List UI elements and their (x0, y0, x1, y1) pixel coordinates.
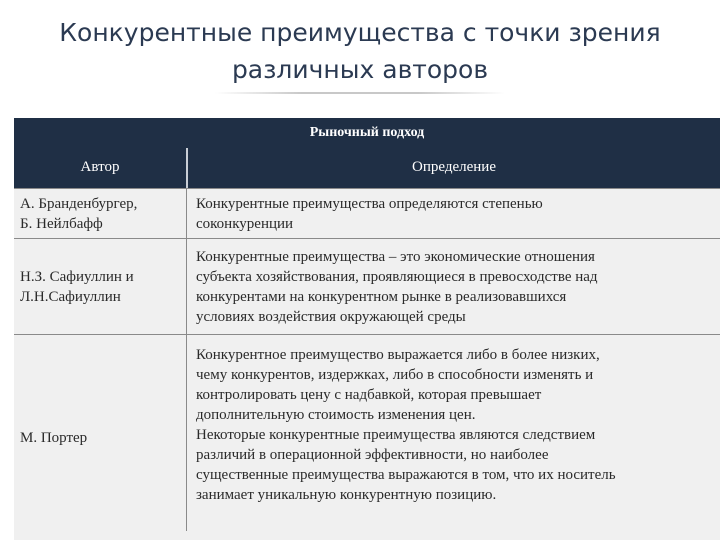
definition-line: Конкурентное преимущество выражается либо в более низких, (196, 347, 600, 363)
column-divider (186, 335, 187, 531)
slide-title-line-2: различных авторов (231, 55, 489, 84)
slide-title-line-1: Конкурентные преимущества с точки зрения (59, 18, 661, 47)
column-divider (186, 189, 187, 239)
definition-line: дополнительную стоимость изменения цен. (196, 407, 476, 423)
author-cell (14, 239, 186, 335)
table-row (14, 334, 720, 540)
column-header-author: Автор (14, 148, 186, 188)
definition-line: соконкуренции (196, 216, 294, 232)
definition-line: чему конкурентов, издержках, либо в способности изменять и (196, 367, 594, 383)
table-row (14, 238, 720, 335)
column-divider (186, 239, 187, 335)
comparison-table (14, 118, 720, 540)
definition-cell (188, 239, 720, 335)
definition-line: Некоторые конкурентные преимущества являются следствием (196, 427, 596, 443)
author-line: Н.З. Сафиуллин и (20, 269, 134, 285)
author-line: А. Бранденбургер, (20, 196, 138, 212)
author-line: М. Портер (20, 430, 88, 446)
author-line: Л.Н.Сафиуллин (20, 289, 121, 305)
title-underline (215, 92, 505, 94)
definition-line: условиях воздействия окружающей среды (196, 309, 466, 325)
definition-line: Конкурентные преимущества определяются степенью (196, 196, 543, 212)
definition-line: конкурентами на конкурентном рынке в реализовавшихся (196, 289, 567, 305)
column-header-definition: Определение (188, 148, 720, 188)
definition-line: субъекта хозяйствования, проявляющиеся в превосходстве над (196, 269, 598, 285)
definition-line: существенные преимущества выражаются в том, что их носитель (196, 467, 616, 483)
definition-line: различий в операционной эффективности, но наиболее (196, 447, 549, 463)
definition-line: контролировать цену с надбавкой, которая превышает (196, 387, 542, 403)
table-section-header: Рыночный подход (14, 118, 720, 148)
slide-title (0, 14, 720, 88)
definition-line: занимает уникальную конкурентную позицию. (196, 487, 497, 503)
table-row (14, 188, 720, 239)
author-cell (14, 189, 186, 239)
definition-cell (188, 335, 720, 540)
definition-line: Конкурентные преимущества – это экономические отношения (196, 249, 595, 265)
author-cell (14, 335, 186, 540)
definition-cell (188, 189, 720, 239)
author-line: Б. Нейлбафф (20, 216, 103, 232)
